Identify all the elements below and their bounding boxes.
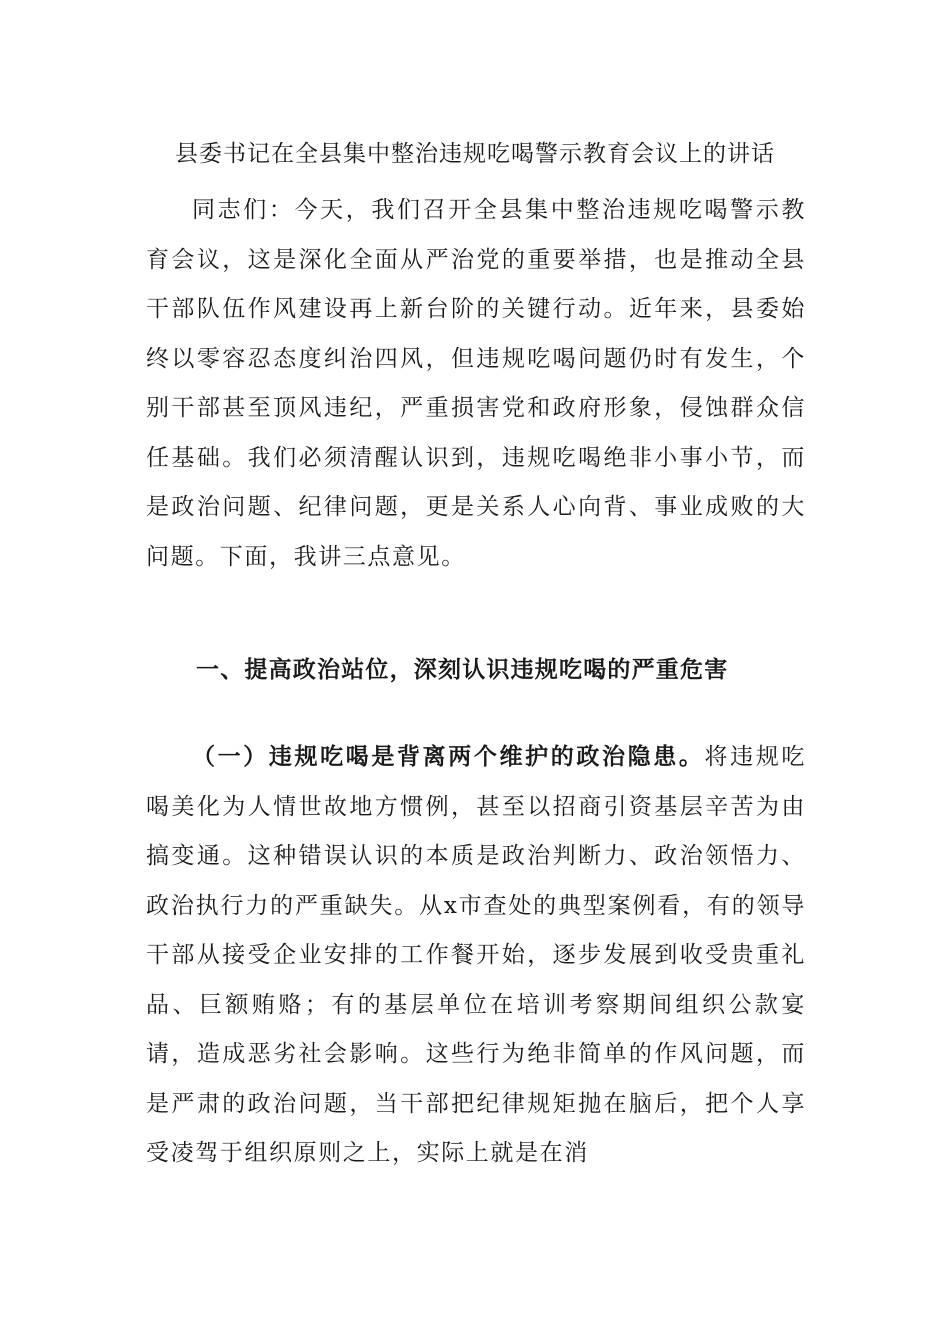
subsection-heading-1: （一）违规吃喝是背离两个维护的政治隐患。 [192,743,705,770]
subsection-paragraph-1 [146,732,806,1179]
document-title: 县委书记在全县集中整治违规吃喝警示教育会议上的讲话 [175,141,775,167]
section-heading-1: 一、提高政治站位，深刻认识违规吃喝的严重危害 [196,656,729,683]
opening-paragraph: 同志们：今天，我们召开全县集中整治违规吃喝警示教育会议，这是深化全面从严治党的重要举措，也是推动全县干部队伍作风建设再上新台阶的关键行动。近年来，县委始终以零容忍态度纠治四风，但违规吃喝问题仍时有发生，个别干部甚至顶风违纪，严重损害党和政府形象，侵蚀群众信任基础。我们必须清醒认识到，违规吃喝绝非小事小节，而是政治问题、纪律问题，更是关系人心向背、事业成败的大问题。下面，我讲三点意见。 [146,197,806,570]
subsection-text-1: 将违规吃喝美化为人情世故地方惯例，甚至以招商引资基层辛苦为由搞变通。这种错误认识的本质是政治判断力、政治领悟力、政治执行力的严重缺失。从x市查处的典型案例看，有的领导干部从接受企业安排的工作餐开始，逐步发展到收受贵重礼品、巨额贿赂；有的基层单位在培训考察期间组织公款宴请，造成恶劣社会影响。这些行为绝非简单的作风问题，而是严肃的政治问题，当干部把纪律规矩抛在脑后，把个人享受凌驾于组织原则之上，实际上就是在消 [146,744,807,1166]
